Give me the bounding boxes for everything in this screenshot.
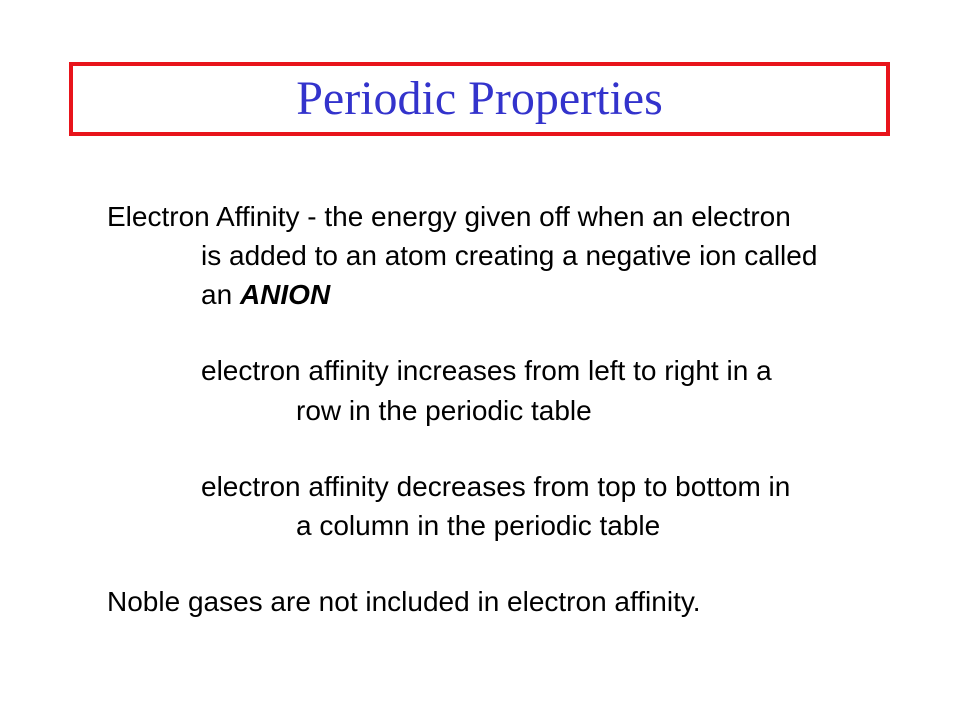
definition-line-2: is added to an atom creating a negative ion called	[201, 240, 818, 271]
trend-row-line-2: row in the periodic table	[296, 395, 592, 426]
slide-title: Periodic Properties	[296, 72, 663, 125]
noble-gases-note: Noble gases are not included in electron affinity.	[107, 586, 701, 617]
definition-line-3	[201, 281, 330, 309]
anion-term: ANION	[239, 279, 331, 310]
trend-column-line-1: electron affinity decreases from top to bottom in	[201, 471, 791, 502]
trend-row-line-1: electron affinity increases from left to right in a	[201, 355, 772, 386]
trend-column-line-2: a column in the periodic table	[296, 510, 661, 541]
title-box	[69, 62, 890, 136]
definition-line-1: Electron Affinity - the energy given off when an electron	[107, 201, 791, 232]
definition-line-3-prefix: an	[201, 279, 240, 310]
